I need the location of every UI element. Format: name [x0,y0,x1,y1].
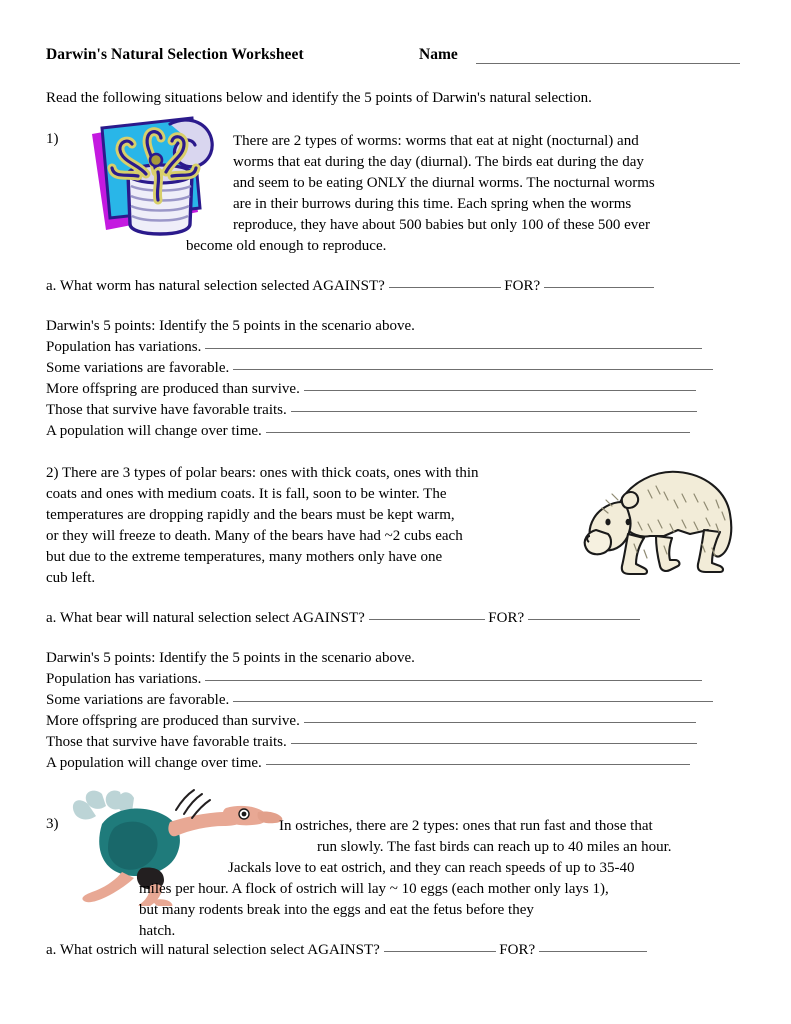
polar-bear-clipart [578,464,738,582]
can-of-worms-clipart [86,112,226,238]
scenario-3-for-label: FOR? [499,942,536,958]
scenario-3-for-blank[interactable] [539,951,647,952]
scenario-3-body-line: Jackals love to eat ostrich, and they can reach speeds of up to 35-40 [228,860,635,876]
point-blank[interactable] [291,743,697,744]
scenario-1-body-line: worms that eat during the day (diurnal). The birds eat during the day [233,154,644,170]
scenario-1-points-header: Darwin's 5 points: Identify the 5 points in the scenario above. [46,318,415,334]
point-blank[interactable] [291,411,697,412]
scenario-3-body-line: miles per hour. A flock of ostrich will lay ~ 10 eggs (each mother only lays 1), [139,881,609,897]
point-label: Those that survive have favorable traits. [46,734,287,750]
scenario-2-body-line: 2) There are 3 types of polar bears: ones with thick coats, ones with thin [46,465,479,481]
scenario-1-body-line: and seem to be eating ONLY the diurnal worms. The nocturnal worms [233,175,655,191]
point-blank[interactable] [205,348,702,349]
document-header [46,46,746,68]
scenario-1-body [233,131,741,236]
point-label: Population has variations. [46,339,202,355]
scenario-2-question-text: a. What bear will natural selection select AGAINST? [46,610,365,626]
point-blank[interactable] [205,680,702,681]
scenario-1-point-2 [46,360,713,381]
scenario-2-point-1 [46,671,702,692]
scenario-1-body-line: There are 2 types of worms: worms that eat at night (nocturnal) and [233,133,639,149]
scenario-1-number: 1) [46,131,59,147]
scenario-3-question-row [46,940,647,961]
scenario-2-body-line: but due to the extreme temperatures, many mothers only have one [46,549,443,565]
scenario-2-points-header: Darwin's 5 points: Identify the 5 points in the scenario above. [46,650,415,666]
point-blank[interactable] [304,390,696,391]
point-blank[interactable] [233,701,713,702]
scenario-1-point-4 [46,402,697,423]
scenario-2-for-blank[interactable] [528,619,640,620]
scenario-3-body-mid [228,858,758,879]
point-label: A population will change over time. [46,755,262,771]
scenario-1-point-1 [46,339,702,360]
scenario-2-point-2 [46,692,713,713]
scenario-3-number: 3) [46,816,59,832]
scenario-1-point-3 [46,381,696,402]
scenario-1-body-line: reproduce, they have about 500 babies but only 100 of these 500 ever [233,217,650,233]
point-label: More offspring are produced than survive. [46,713,300,729]
scenario-1-body-tail [186,236,746,257]
scenario-1-for-label: FOR? [504,278,541,294]
point-label: Those that survive have favorable traits. [46,402,287,418]
scenario-3-body-line: In ostriches, there are 2 types: ones that run fast and those that [279,818,653,834]
scenario-3-body-line: hatch. [139,923,176,939]
scenario-2-point-4 [46,734,697,755]
scenario-3-body-tail [139,879,759,942]
point-label: Some variations are favorable. [46,360,230,376]
scenario-3-body-line: run slowly. The fast birds can reach up to 40 miles an hour. [317,839,672,855]
scenario-3-question-text: a. What ostrich will natural selection select AGAINST? [46,942,380,958]
scenario-3-against-blank[interactable] [384,951,496,952]
point-label: A population will change over time. [46,423,262,439]
scenario-2-body-line: cub left. [46,570,96,586]
scenario-1-for-blank[interactable] [544,287,654,288]
scenario-2-against-blank[interactable] [369,619,485,620]
point-label: Some variations are favorable. [46,692,230,708]
scenario-2-body-line: temperatures are dropping rapidly and the bears must be kept warm, [46,507,455,523]
scenario-2-point-5 [46,755,690,776]
scenario-2-body-line: coats and ones with medium coats. It is fall, soon to be winter. The [46,486,447,502]
scenario-1-against-blank[interactable] [389,287,501,288]
scenario-1-question-text: a. What worm has natural selection selected AGAINST? [46,278,385,294]
page-title: Darwin's Natural Selection Worksheet [46,46,304,63]
point-label: Population has variations. [46,671,202,687]
scenario-1-body-line: are in their burrows during this time. Each spring when the worms [233,196,632,212]
scenario-2-point-3 [46,713,696,734]
scenario-3-body-line: but many rodents break into the eggs and eat the fetus before they [139,902,534,918]
point-blank[interactable] [233,369,713,370]
point-label: More offspring are produced than survive. [46,381,300,397]
scenario-1-question-row [46,276,654,297]
point-blank[interactable] [266,764,690,765]
scenario-2-body [46,463,566,589]
point-blank[interactable] [266,432,690,433]
instructions-text: Read the following situations below and identify the 5 points of Darwin's natural selection. [46,90,592,106]
name-label: Name [419,46,458,63]
scenario-2-body-line: or they will freeze to death. Many of the bears have had ~2 cubs each [46,528,463,544]
scenario-2-question-row [46,608,640,629]
scenario-1-body-line: become old enough to reproduce. [186,238,387,254]
scenario-1-point-5 [46,423,690,444]
scenario-3-body-head [279,816,749,858]
scenario-2-for-label: FOR? [488,610,525,626]
name-blank-line[interactable] [476,63,740,64]
point-blank[interactable] [304,722,696,723]
